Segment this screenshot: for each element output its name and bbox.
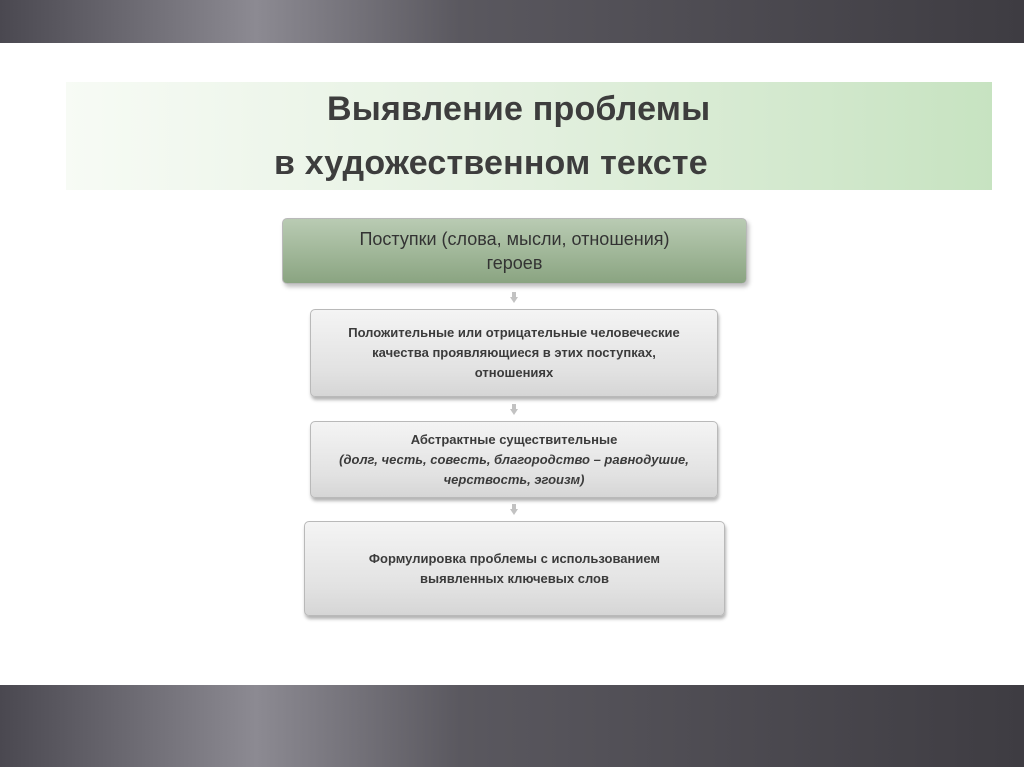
step3-line2: черствость, эгоизм) xyxy=(443,471,585,487)
flow-step-qualities xyxy=(310,309,718,397)
flow-step-abstract-nouns xyxy=(310,421,718,498)
step1-line2: героев xyxy=(486,253,543,273)
step3-line1: (долг, честь, совесть, благородство – равнодушие, xyxy=(339,451,689,467)
step4-line2: выявленных ключевых слов xyxy=(420,570,609,586)
slide-title-line2: в художественном тексте xyxy=(274,144,708,182)
step1-line1: Поступки (слова, мысли, отношения) xyxy=(359,229,670,249)
flow-step-formulation xyxy=(304,521,725,616)
step4-line1: Формулировка проблемы с использованием xyxy=(368,550,661,566)
slide-title-line1: Выявление проблемы xyxy=(327,90,711,128)
down-arrow-icon xyxy=(510,509,518,515)
down-arrow-icon xyxy=(510,409,518,415)
bottom-decor-band xyxy=(0,685,1024,767)
step2-line1: Положительные или отрицательные человеческие xyxy=(348,325,680,340)
flow-step-actions xyxy=(282,218,747,284)
down-arrow-icon xyxy=(510,297,518,303)
step3-heading: Абстрактные существительные xyxy=(410,431,618,447)
step2-line3: отношениях xyxy=(474,365,554,380)
top-decor-band xyxy=(0,0,1024,43)
step2-line2: качества проявляющиеся в этих поступках, xyxy=(372,345,656,360)
